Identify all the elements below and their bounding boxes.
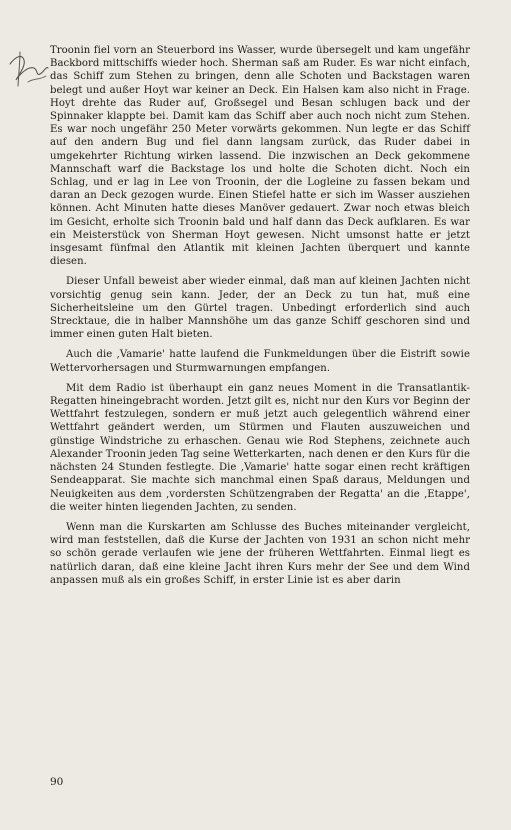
paragraph-2: Dieser Unfall beweist aber wieder einmal, daß man auf kleinen Jachten nicht vorsichtig genug sein kann. Jeder, der an Deck zu tun hat, muß eine Sicherheitsleine um den Gürtel tragen. Unbedingt erforderlich sind auch Strecktaue, die in halber Mannshöhe um das ganze Schiff geschoren sind und immer einen guten Halt bieten.	[50, 276, 470, 341]
margin-handwriting-mark	[6, 46, 50, 94]
paragraph-5: Wenn man die Kurskarten am Schlusse des Buches miteinander vergleicht, wird man feststellen, daß die Kurse der Jachten von 1931 an schon nicht mehr so schön gerade verlaufen wie jene der früheren Wettfahrten. Einmal liegt es natürlich daran, daß eine kleine Jacht ihren Kurs mehr der See und dem Wind anpassen muß als ein großes Schiff, in erster Linie ist es aber darin	[50, 521, 470, 586]
paragraph-1: Troonin fiel vorn an Steuerbord ins Wasser, wurde übersegelt und kam ungefähr Backbord mittschiffs wieder hoch. Sherman saß am Ruder. Es war nicht einfach, das Schiff zum Stehen zu bringen, denn alle Schoten und Backstagen waren belegt und außer Hoyt war keiner an Deck. Ein Halsen kam also nicht in Frage. Hoyt drehte das Ruder auf, Großsegel und Besan schlugen back und der Spinnaker klappte bei. Damit kam das Schiff aber auch noch nicht zum Stehen. Es war noch ungefähr 250 Meter vorwärts gekommen. Nun legte er das Schiff auf den andern Bug und fiel dann langsam zurück, das Ruder dabei in umgekehrter Richtung wirken lassend. Die inzwischen an Deck gekommene Mannschaft warf die Backstage los und holte die Schoten dicht. Noch ein Schlag, und er lag in Lee von Troonin, der die Logleine zu fassen bekam und daran an Deck gezogen wurde. Einen Stiefel hatte er sich im Wasser ausziehen können. Acht Minuten hatte dieses Manöver gedauert. Zwar noch etwas bleich im Gesicht, erholte sich Troonin bald und half dann das Deck aufklaren. Es war ein Meisterstück von Sherman Hoyt gewesen. Nicht umsonst hatte er jetzt insgesamt fünfmal den Atlantik mit kleinen Jachten überquert und kannte diesen.	[50, 45, 470, 268]
paragraph-4: Mit dem Radio ist überhaupt ein ganz neues Moment in die Transatlantik-Regatten hineingebracht worden. Jetzt gilt es, nicht nur den Kurs vor Beginn der Wettfahrt festzulegen, sondern er muß jetzt auch gelegentlich während einer Wettfahrt geändert werden, um Stürmen und Flauten auszuweichen und günstige Windstriche zu erhaschen. Genau wie Rod Stephens, zeichnete auch Alexander Troonin jeden Tag seine Wetterkarten, nach denen er den Kurs für die nächsten 24 Stunden festlegte. Die ‚Vamarie' hatte sogar einen recht kräftigen Sendeapparat. Sie machte sich manchmal einen Spaß daraus, Meldungen und Neuigkeiten aus dem ‚vordersten Schützengraben der Regatta' an die ‚Etappe', die weiter hinten liegenden Jachten, zu senden.	[50, 382, 470, 513]
page-number: 90	[50, 776, 64, 788]
paragraph-3: Auch die ‚Vamarie' hatte laufend die Funkmeldungen über die Eistrift sowie Wettervorhersagen und Sturmwarnungen empfangen.	[50, 349, 470, 374]
body-text	[50, 44, 470, 594]
